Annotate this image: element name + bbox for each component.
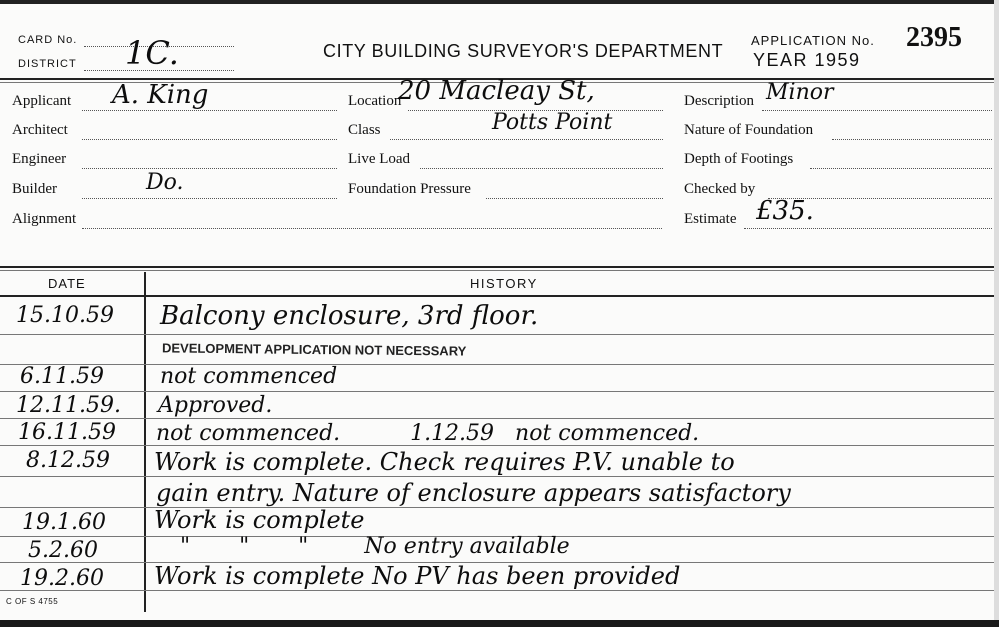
description-label: Description [684,93,754,109]
scan-edge-bottom [0,620,999,627]
builder-value: Do. [146,170,184,195]
department-title: CITY BUILDING SURVEYOR'S DEPARTMENT [323,41,724,61]
live-load-line [420,168,663,169]
scan-edge-right [994,0,999,627]
row-history: not commenced. 1.12.59 not commenced. [156,421,700,446]
row-history: Approved. [158,393,273,418]
row-history: not commenced [160,364,338,389]
live-load-label: Live Load [348,151,411,167]
estimate-line [744,228,992,229]
row-date: 16.11.59 [18,420,116,445]
row-history: " " " No entry available [180,534,570,559]
application-number: 2395 [906,22,962,53]
ruled-line [0,507,999,508]
estimate-value: £35. [756,196,814,226]
description-value: Minor [766,80,834,105]
row-date: 8.12.59 [26,448,110,473]
card-no-label: CARD No. [18,34,78,46]
architect-line [82,139,337,140]
builder-line [82,198,337,199]
row-date: 6.11.59 [20,364,104,389]
table-top-rule-2 [0,270,999,271]
architect-label: Architect [12,122,68,138]
description-line [762,110,992,111]
history-header: HISTORY [470,276,538,291]
date-column-divider [144,272,146,612]
builder-label: Builder [12,181,57,197]
estimate-label: Estimate [684,211,737,227]
applicant-label: Applicant [12,93,72,109]
alignment-line [82,228,662,229]
ruled-line [0,364,999,365]
class-label: Class [348,122,381,138]
location-label: Location [348,93,402,109]
district-label: DISTRICT [18,58,77,70]
row-history: gain entry. Nature of enclosure appears satisfactory [156,479,791,507]
location-value: 20 Macleay St, [398,76,595,106]
date-header: DATE [48,276,86,291]
applicant-value: A. King [112,80,209,110]
nature-of-foundation-line [832,139,992,140]
foundation-pressure-label: Foundation Pressure [348,181,471,197]
class-line [390,139,663,140]
depth-of-footings-label: Depth of Footings [684,151,794,167]
engineer-label: Engineer [12,151,67,167]
foundation-pressure-line [486,198,663,199]
application-label: APPLICATION No. [751,33,875,48]
development-stamp: DEVELOPMENT APPLICATION NOT NECESSARY [161,340,467,359]
scan-edge-top [0,0,999,4]
nature-of-foundation-label: Nature of Foundation [684,122,814,138]
engineer-line [82,168,337,169]
ruled-line [0,334,999,335]
depth-of-footings-line [810,168,992,169]
row-history: Work is complete. Check requires P.V. unable to [154,448,735,476]
row-date: 19.2.60 [20,566,104,591]
alignment-label: Alignment [12,211,77,227]
row-date: 12.11.59. [16,393,121,418]
row-history: Work is complete No PV has been provided [154,562,681,590]
row-history: Balcony enclosure, 3rd floor. [160,301,539,331]
row-date: 15.10.59 [16,303,114,328]
table-top-rule [0,266,999,268]
ruled-line [0,590,999,591]
table-header-rule [0,295,999,297]
ruled-line [0,418,999,419]
row-date: 5.2.60 [28,538,98,563]
district-value: 1C. [125,34,179,72]
row-date: 19.1.60 [22,510,106,535]
applicant-line [82,110,337,111]
ruled-line [0,476,999,477]
location-value-2: Potts Point [492,110,613,135]
year-label: YEAR 1959 [753,50,861,70]
form-code: C OF S 4755 [6,597,59,606]
checked-by-label: Checked by [684,181,756,197]
row-history: Work is complete [154,506,365,534]
ruled-line [0,391,999,392]
